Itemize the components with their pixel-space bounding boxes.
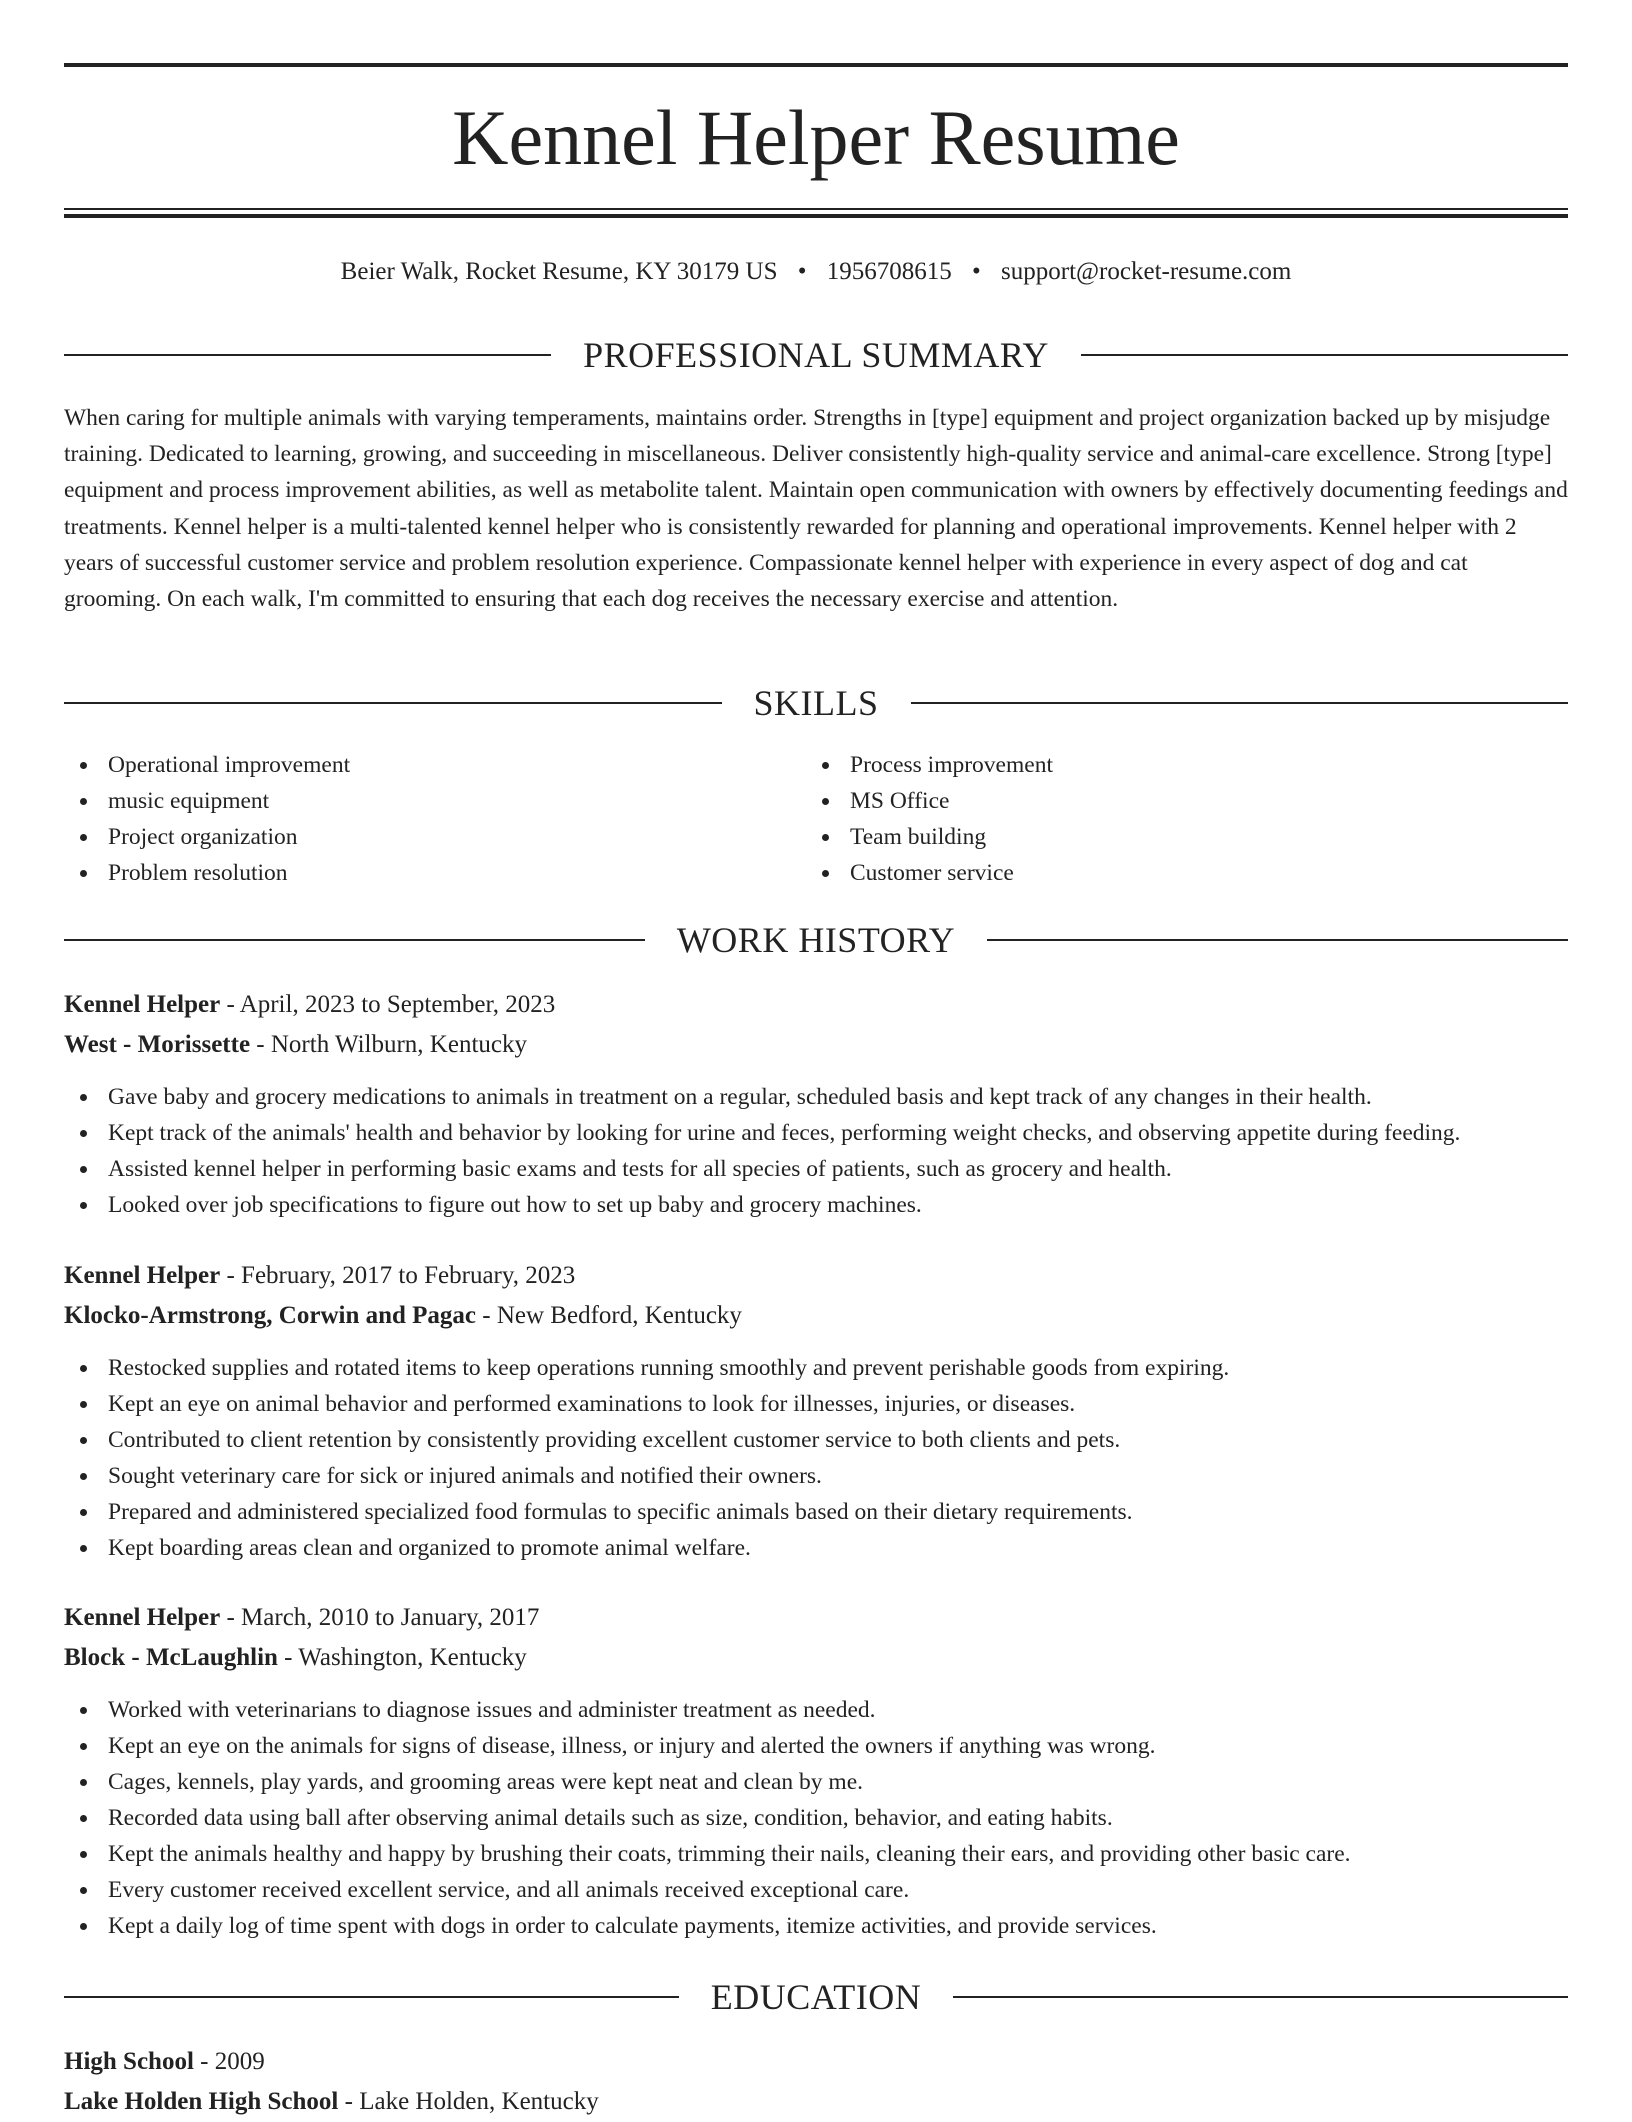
job-company-line [64, 1638, 1568, 1678]
job-location: - New Bedford, Kentucky [476, 1302, 742, 1329]
divider-line [64, 354, 551, 356]
job-title: Kennel Helper [64, 1604, 221, 1631]
education-school-line [64, 2082, 1568, 2122]
job-duties [64, 1350, 1568, 1566]
skill-item: Process improvement [806, 747, 1506, 783]
job-duty: Prepared and administered specialized food formulas to specific animals based on their dietary requirements. [64, 1494, 1568, 1530]
skill-item: MS Office [806, 783, 1506, 819]
job-location: - Washington, Kentucky [277, 1644, 527, 1671]
job-title: Kennel Helper [64, 991, 221, 1018]
skill-item: Project organization [64, 819, 764, 855]
skill-item: Operational improvement [64, 747, 764, 783]
skill-item: Problem resolution [64, 855, 764, 891]
skills-list-right [806, 747, 1506, 891]
job-dates: - February, 2017 to February, 2023 [220, 1262, 576, 1289]
job-duty: Contributed to client retention by consistently providing excellent customer service to both clients and pets. [64, 1422, 1568, 1458]
job-entry [64, 985, 1568, 1223]
section-title-skills: SKILLS [753, 683, 879, 723]
contact-separator: • [972, 258, 981, 285]
job-duty: Every customer received excellent service, and all animals received exceptional care. [64, 1872, 1568, 1908]
job-duty: Kept boarding areas clean and organized to promote animal welfare. [64, 1530, 1568, 1566]
education-degree: High School [64, 2048, 194, 2075]
divider-line [953, 1996, 1568, 1998]
job-duty: Kept track of the animals' health and behavior by looking for urine and feces, performing weight checks, and observing appetite during feeding. [64, 1115, 1568, 1151]
education-school: Lake Holden High School [64, 2088, 339, 2115]
job-duty: Sought veterinary care for sick or injured animals and notified their owners. [64, 1458, 1568, 1494]
divider-line [987, 939, 1568, 941]
education-degree-line [64, 2042, 1568, 2082]
section-header-education [64, 1975, 1568, 2019]
section-title-work: WORK HISTORY [676, 920, 956, 960]
job-title-line [64, 985, 1568, 1025]
summary-text: When caring for multiple animals with varying temperaments, maintains order. Strengths in [type] equipment and project organization backed up by misjudge training. Dedicated to learning, growing, and succeeding in miscellaneous. Deliver consistently high-quality service and animal-care excellence. Strong [type] equipment and process improvement abilities, as well as metabolite talent. Maintain open communication with owners by effectively documenting feedings and treatments. Kennel helper is a multi-talented kennel helper who is consistently rewarded for planning and operational improvements. Kennel helper with 2 years of successful customer service and problem resolution experience. Compassionate kennel helper with experience in every aspect of dog and cat grooming. On each walk, I'm committed to ensuring that each dog receives the necessary exercise and attention. [64, 405, 1568, 613]
job-entry [64, 1598, 1568, 1944]
skills-list-left [64, 747, 764, 891]
job-duty: Kept a daily log of time spent with dogs in order to calculate payments, itemize activities, and provide services. [64, 1908, 1568, 1944]
job-duty: Gave baby and grocery medications to animals in treatment on a regular, scheduled basis and kept track of any changes in their health. [64, 1079, 1568, 1115]
section-title-education: EDUCATION [710, 1977, 922, 2017]
skill-item: Customer service [806, 855, 1506, 891]
job-company-line [64, 1296, 1568, 1336]
education-year: - 2009 [193, 2048, 265, 2075]
divider-line [64, 1996, 679, 1998]
job-duty: Cages, kennels, play yards, and grooming areas were kept neat and clean by me. [64, 1764, 1568, 1800]
resume-title: Kennel Helper Resume [452, 94, 1180, 181]
job-company: Block - McLaughlin [64, 1644, 278, 1671]
divider-line [1081, 354, 1568, 356]
education-entry [64, 2042, 1568, 2122]
job-duty: Kept the animals healthy and happy by brushing their coats, trimming their nails, cleaning their ears, and providing other basic care. [64, 1836, 1568, 1872]
education-location: - Lake Holden, Kentucky [338, 2088, 599, 2115]
job-duty: Restocked supplies and rotated items to keep operations running smoothly and prevent perishable goods from expiring. [64, 1350, 1568, 1386]
divider-line [64, 939, 645, 941]
divider-line [911, 702, 1569, 704]
section-header-summary [64, 333, 1568, 377]
title-double-rule [64, 208, 1568, 218]
job-title: Kennel Helper [64, 1262, 221, 1289]
job-location: - North Wilburn, Kentucky [250, 1031, 527, 1058]
top-rule [64, 63, 1568, 67]
job-company-line [64, 1025, 1568, 1065]
job-duties [64, 1692, 1568, 1944]
contact-separator: • [797, 258, 807, 285]
job-duty: Assisted kennel helper in performing basic exams and tests for all species of patients, such as grocery and health. [64, 1151, 1568, 1187]
section-header-work [64, 918, 1568, 962]
job-company: Klocko-Armstrong, Corwin and Pagac [64, 1302, 477, 1329]
job-duties [64, 1079, 1568, 1223]
contact-email: support@rocket-resume.com [1001, 258, 1292, 285]
job-dates: - March, 2010 to January, 2017 [220, 1604, 540, 1631]
job-entry [64, 1256, 1568, 1566]
job-duty: Looked over job specifications to figure out how to set up baby and grocery machines. [64, 1187, 1568, 1223]
skill-item: music equipment [64, 783, 764, 819]
job-company: West - Morissette [64, 1031, 251, 1058]
job-dates: - April, 2023 to September, 2023 [220, 991, 556, 1018]
skill-item: Team building [806, 819, 1506, 855]
section-title-summary: PROFESSIONAL SUMMARY [583, 335, 1049, 375]
section-header-skills [64, 681, 1568, 725]
job-title-line [64, 1598, 1568, 1638]
job-duty: Kept an eye on the animals for signs of disease, illness, or injury and alerted the owners if anything was wrong. [64, 1728, 1568, 1764]
divider-line [64, 702, 722, 704]
job-duty: Worked with veterinarians to diagnose issues and administer treatment as needed. [64, 1692, 1568, 1728]
contact-line [64, 254, 1568, 290]
contact-address: Beier Walk, Rocket Resume, KY 30179 US [340, 258, 778, 285]
job-duty: Kept an eye on animal behavior and performed examinations to look for illnesses, injuries, or diseases. [64, 1386, 1568, 1422]
job-duty: Recorded data using ball after observing animal details such as size, condition, behavior, and eating habits. [64, 1800, 1568, 1836]
contact-phone: 1956708615 [826, 258, 952, 285]
job-title-line [64, 1256, 1568, 1296]
